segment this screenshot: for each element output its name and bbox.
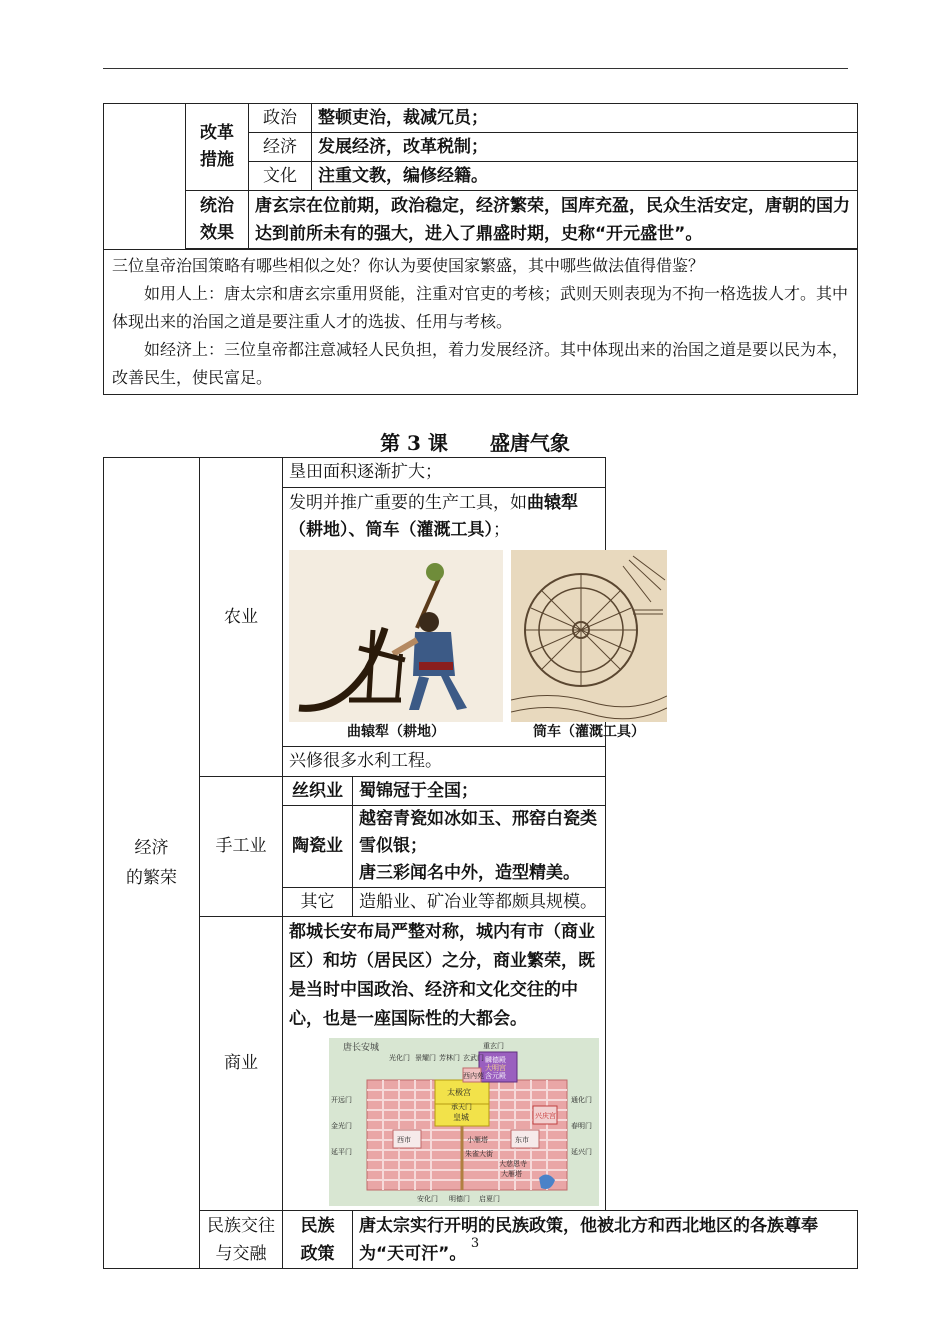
map-linde: 麟德殿 [485,1056,506,1064]
commerce-cell [283,917,606,1211]
lesson-number: 第 3 课 [380,431,448,455]
agri-item-2-bold: 曲辕犁（耕地）、筒车（灌溉工具） [289,493,578,540]
policy-text: 唐太宗实行开明的民族政策，他被北方和西北地区的各族尊奉为“天可汗”。 [353,1211,858,1269]
row-text-culture: 注重文教，编修经籍。 [312,162,858,191]
map-gate-mingde: 明德门 [449,1195,470,1203]
map-gate-fanglin: 芳林门 [439,1054,460,1062]
effect-label: 统治 效果 [186,191,249,249]
map-zhuque: 朱雀大街 [465,1150,493,1158]
agri-item-3: 兴修很多水利工程。 [283,747,606,777]
map-title: 唐长安城 [343,1043,380,1053]
handicraft-label: 手工业 [200,777,283,917]
map-gate-qixia: 启夏门 [479,1195,500,1203]
reform-table [103,103,858,395]
plough-image [289,550,503,722]
map-east-market: 东市 [515,1136,529,1144]
plough-figure [289,550,503,742]
changan-map [329,1038,599,1206]
map-xineiyuan: 西内苑 [463,1072,484,1080]
map-small-pagoda: 小雁塔 [467,1136,488,1144]
map-chengtian: 承天门 [451,1103,472,1111]
lesson-name: 盛唐气象 [489,431,570,455]
plough-caption: 曲辕犁（耕地） [347,724,445,740]
policy-label: 民族 政策 [283,1211,353,1269]
map-gate-jingyao: 景耀门 [415,1054,436,1062]
effect-text: 唐玄宗在位前期，政治稳定，经济繁荣，国库充盈，民众生活安定，唐朝的国力达到前所未有的强大，进入了鼎盛时期，史称“开元盛世”。 [249,191,858,249]
waterwheel-caption: 筒车（灌溉工具） [533,724,645,740]
map-hanyuan: 含元殿 [485,1072,506,1080]
agri-item-2-prefix: 发明并推广重要的生产工具，如 [289,493,527,513]
discussion-cell [104,250,858,395]
lesson-title [0,427,950,456]
map-gate-guanghua: 光化门 [389,1054,410,1062]
other-label: 其它 [283,888,353,917]
ceramics-text: 越窑青瓷如冰如玉、邢窑白瓷类雪似银； 唐三彩闻名中外，造型精美。 [353,806,606,888]
agriculture-label: 农业 [200,458,283,777]
agri-item-1: 垦田面积逐渐扩大； [283,458,606,488]
map-gate-anhua: 安化门 [417,1195,438,1203]
map-huangcheng: 皇城 [453,1113,469,1122]
blank-cell [104,104,186,250]
row-text-economy: 发展经济，改革税制； [312,133,858,162]
header-rule [103,68,848,69]
row-label-economy: 经济 [249,133,312,162]
waterwheel-image [511,550,667,722]
reform-label: 改革 措施 [186,104,249,191]
map-cien: 大慈恩寺 [499,1160,527,1168]
commerce-text: 都城长安布局严整对称，城内有市（商业区）和坊（居民区）之分，商业繁荣，既是当时中国政治、经济和文化交往的中心，也是一座国际性的大都会。 [289,922,595,1029]
discussion-question: 三位皇帝治国策略有哪些相似之处？你认为要使国家繁盛，其中哪些做法值得借鉴？ [112,256,705,275]
map-taiji: 太极宫 [447,1088,471,1097]
map-west-market: 西市 [397,1136,411,1144]
page-number: 3 [470,1236,480,1251]
silk-label: 丝织业 [283,777,353,806]
tang-table [103,457,858,1269]
row-label-culture: 文化 [249,162,312,191]
row-label-politics: 政治 [249,104,312,133]
map-gate-chunming: 春明门 [571,1122,592,1130]
agri-item-2-suffix: ； [493,520,510,540]
ceramics-label: 陶瓷业 [283,806,353,888]
map-big-pagoda: 大雁塔 [501,1170,522,1178]
changan-map-image [329,1038,599,1206]
map-gate-tonghua: 通化门 [571,1096,592,1104]
ethnic-label: 民族交往 与交融 [200,1211,283,1269]
map-daming: 大明宫 [485,1064,506,1072]
row-text-politics: 整顿吏治，裁减冗员； [312,104,858,133]
agri-item-2 [283,488,645,747]
discussion-answer-1: 如用人上：唐太宗和唐玄宗重用贤能，注重对官吏的考核；武则天则表现为不拘一格选拔人才。其中体现出来的治国之道是要注重人才的选拔、任用与考核。 [112,284,849,331]
map-gate-chongxuan: 重玄门 [483,1042,504,1050]
map-gate-xuanwu: 玄武门 [463,1054,484,1062]
discussion-answer-2: 如经济上：三位皇帝都注意减轻人民负担，着力发展经济。其中体现出来的治国之道是要以民为本，改善民生，使民富足。 [112,340,849,387]
map-gate-kaiyuan: 开远门 [331,1096,352,1104]
silk-text: 蜀锦冠于全国； [353,777,606,806]
map-gate-jinguang: 金光门 [331,1122,352,1130]
economy-label: 经济 的繁荣 [104,458,200,1269]
map-xingqing: 兴庆宫 [535,1112,556,1120]
commerce-label: 商业 [200,917,283,1211]
other-text: 造船业、矿冶业等都颇具规模。 [353,888,606,917]
map-gate-yanping: 延平门 [331,1148,352,1156]
waterwheel-figure [511,550,667,742]
map-gate-yanxing: 延兴门 [571,1148,592,1156]
